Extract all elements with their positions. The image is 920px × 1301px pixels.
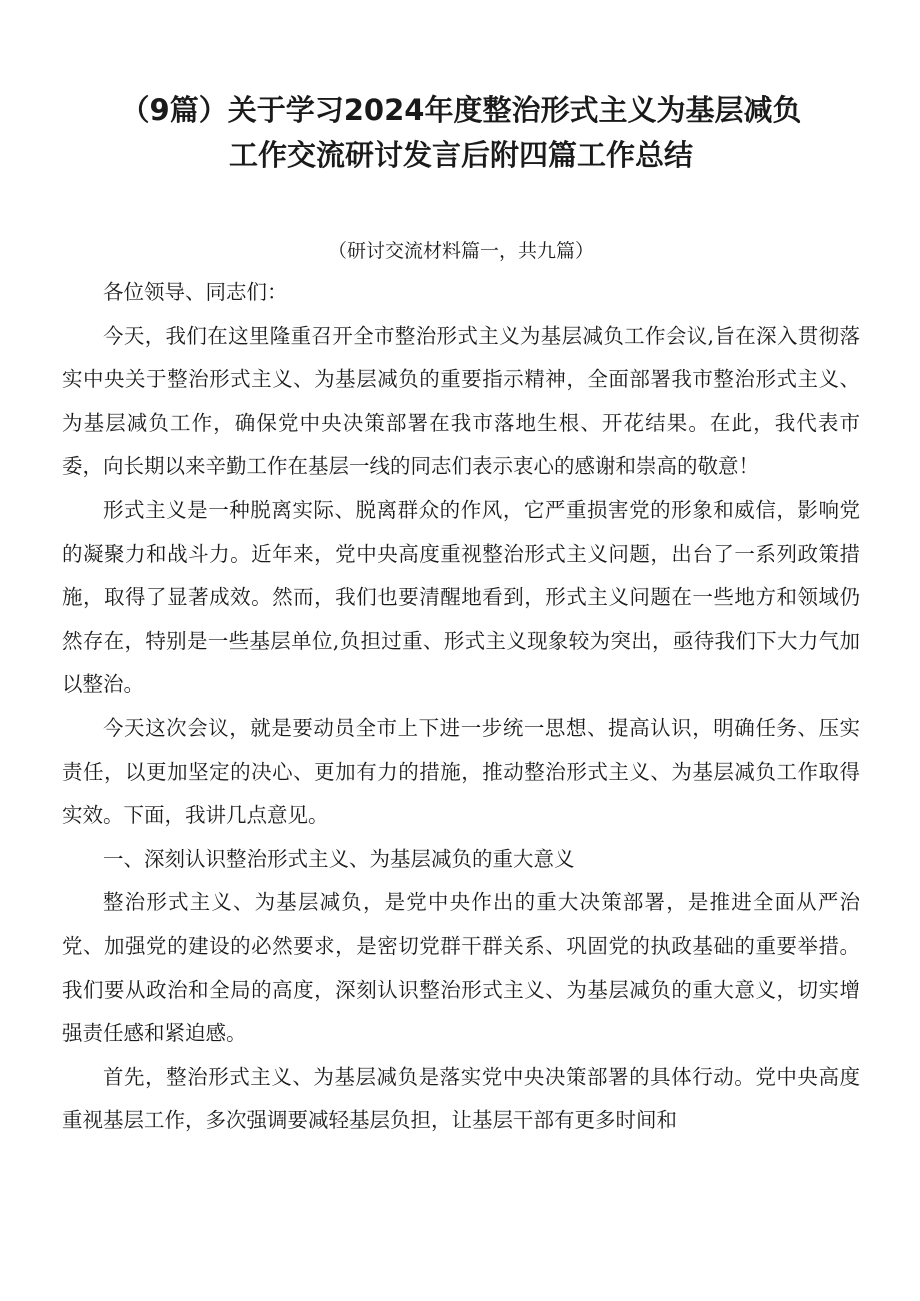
document-body (62, 271, 860, 1143)
document-title (62, 88, 860, 178)
section-paragraph-1: 整治形式主义、为基层减负，是党中央作出的重大决策部署，是推进全面从严治党、加强党的建设的必然要求，是密切党群干群关系、巩固党的执政基础的重要举措。我们要从政治和全局的高度，深刻认识整治形式主义、为基层减负的重大意义，切实增强责任感和紧迫感。 (62, 890, 860, 1046)
paragraph-3: 今天这次会议，就是要动员全市上下进一步统一思想、提高认识，明确任务、压实责任，以更加坚定的决心、更加有力的措施，推动整治形式主义、为基层减负工作取得实效。下面，我讲几点意见。 (62, 715, 860, 828)
section-paragraph-2: 首先，整治形式主义、为基层减负是落实党中央决策部署的具体行动。党中央高度重视基层工作，多次强调要减轻基层负担，让基层干部有更多时间和 (62, 1064, 860, 1133)
title-line-2: 工作交流研讨发言后附四篇工作总结 (228, 138, 693, 172)
paragraph-2: 形式主义是一种脱离实际、脱离群众的作风，它严重损害党的形象和威信，影响党的凝聚力和战斗力。近年来，党中央高度重视整治形式主义问题，出台了一系列政策措施，取得了显著成效。然而，我们也要清醒地看到，形式主义问题在一些地方和领域仍然存在，特别是一些基层单位,负担过重、形式主义现象较为突出，亟待我们下大力气加以整治。 (62, 497, 860, 697)
paragraph-1: 今天，我们在这里隆重召开全市整治形式主义为基层减负工作会议,旨在深入贯彻落实中央关于整治形式主义、为基层减负的重要指示精神，全面部署我市整治形式主义、为基层减负工作，确保党中央决策部署在我市落地生根、开花结果。在此，我代表市委，向长期以来辛勤工作在基层一线的同志们表示衷心的感谢和崇高的敬意！ (62, 323, 860, 479)
document-subtitle: （研讨交流材料篇一，共九篇） (327, 240, 594, 262)
salutation: 各位领导、同志们： (103, 280, 288, 304)
section-heading-1: 一、深刻认识整治形式主义、为基层减负的重大意义 (103, 846, 575, 871)
title-line-1: （9篇）关于学习2024年度整治形式主义为基层减负 (120, 93, 802, 127)
